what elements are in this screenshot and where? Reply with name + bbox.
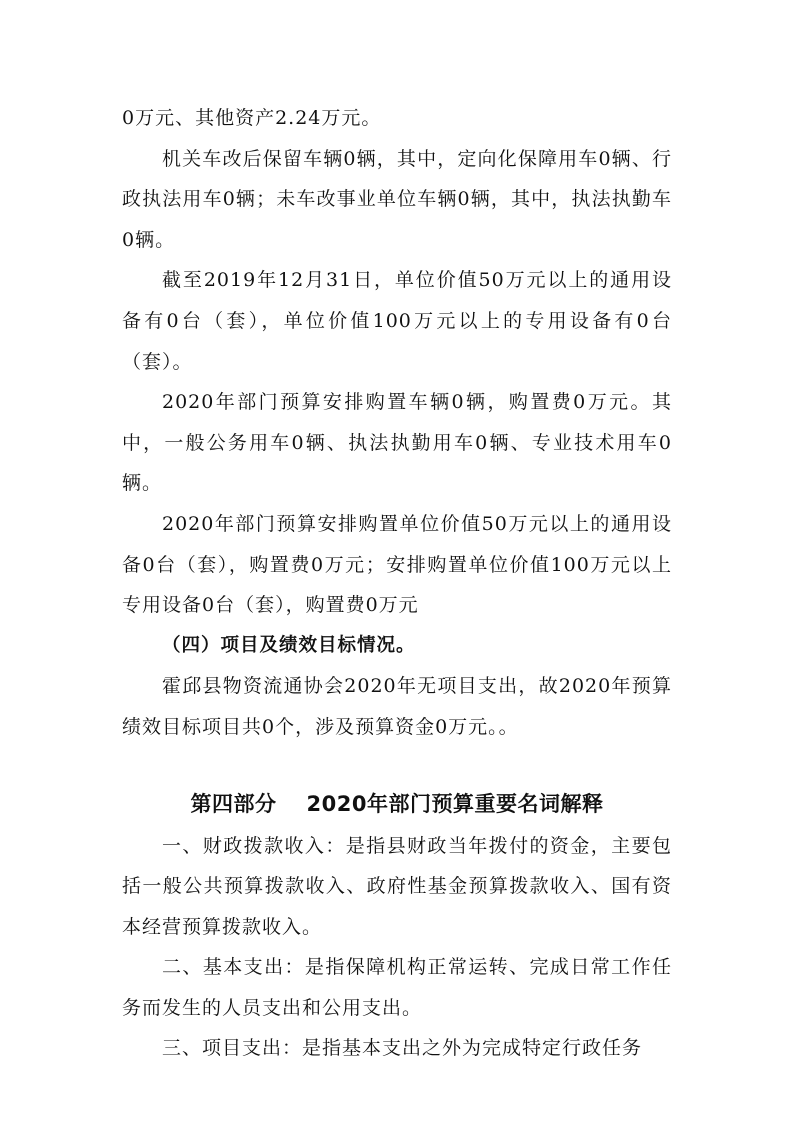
part-four-title-text: 2020年部门预算重要名词解释	[306, 791, 604, 816]
term-fiscal-appropriation: 一、财政拨款收入：是指县财政当年拨付的资金，主要包括一般公共预算拨款收入、政府性基金预算拨款收入、国有资本经营预算拨款收入。	[122, 834, 672, 938]
paragraph-equipment-purchase: 2020年部门预算安排购置单位价值50万元以上的通用设备0台（套），购置费0万元；安排购置单位价值100万元以上专用设备0台（套），购置费0万元	[122, 512, 672, 617]
paragraph-assets-tail: 0万元、其他资产2.24万元。	[122, 107, 382, 129]
part-four-label: 第四部分	[190, 791, 277, 816]
paragraph-projects: 霍邱县物资流通协会2020年无项目支出，故2020年预算绩效目标项目共0个，涉及预算资金0万元。。	[122, 675, 672, 738]
section-heading-projects: （四）项目及绩效目标情况。	[162, 634, 416, 656]
term-basic-expenditure: 二、基本支出：是指保障机构正常运转、完成日常工作任务而发生的人员支出和公用支出。	[122, 956, 672, 1019]
document-body	[122, 98, 672, 1069]
paragraph-vehicle-purchase: 2020年部门预算安排购置车辆0辆，购置费0万元。其中，一般公务用车0辆、执法执勤用车0辆、专业技术用车0辆。	[122, 391, 672, 495]
term-project-expenditure: 三、项目支出：是指基本支出之外为完成特定行政任务	[162, 1037, 643, 1060]
paragraph-equipment: 截至2019年12月31日，单位价值50万元以上的通用设备有0台（套），单位价值100万元以上的专用设备有0台（套）。	[122, 269, 672, 373]
part-four-title	[122, 782, 672, 826]
paragraph-vehicles: 机关车改后保留车辆0辆，其中，定向化保障用车0辆、行政执法用车0辆；未车改事业单位车辆0辆，其中，执法执勤车0辆。	[122, 147, 672, 251]
